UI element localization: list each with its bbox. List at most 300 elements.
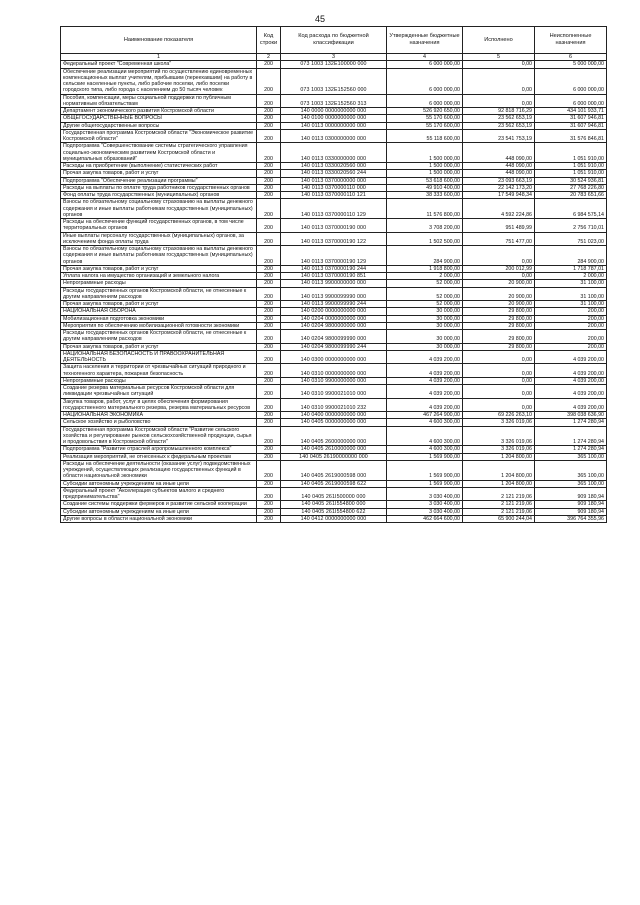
classification-code: 140 0412 0000000000 000 xyxy=(281,515,387,522)
table-row xyxy=(61,480,607,487)
approved-amount: 1 569 900,00 xyxy=(387,480,463,487)
executed-amount: 17 549 948,34 xyxy=(463,192,535,199)
approved-amount: 4 600 300,00 xyxy=(387,446,463,453)
indicator-name: Расходы на обеспечение деятельности (оказание услуг) подведомственных учреждений, осуществляющих реализацию государственных функций в области национальной экономики xyxy=(61,460,257,480)
table-row xyxy=(61,122,607,129)
approved-amount: 4 039 200,00 xyxy=(387,377,463,384)
line-code: 200 xyxy=(257,315,281,322)
classification-code: 140 0405 2600000000 000 xyxy=(281,426,387,446)
header-code: Код строки xyxy=(257,27,281,54)
line-code: 200 xyxy=(257,115,281,122)
classification-code: 140 0405 2619000598 622 xyxy=(281,480,387,487)
line-code: 200 xyxy=(257,453,281,460)
table-row xyxy=(61,398,607,412)
classification-code: 140 0113 0370000190 129 xyxy=(281,246,387,266)
approved-amount: 52 000,00 xyxy=(387,287,463,301)
indicator-name: Расходы на выплаты по оплате труда работников государственных органов xyxy=(61,184,257,191)
line-code: 200 xyxy=(257,192,281,199)
column-number: 3 xyxy=(281,54,387,61)
column-number: 1 xyxy=(61,54,257,61)
approved-amount: 30 000,00 xyxy=(387,330,463,344)
indicator-name: Подпрограмма "Совершенствование системы стратегического управления социально-экономическим развитием Костромской области и муниципальных образований" xyxy=(61,143,257,163)
approved-amount: 38 333 600,00 xyxy=(387,192,463,199)
executed-amount: 3 326 019,06 xyxy=(463,426,535,446)
indicator-name: Государственная программа Костромской области "Развитие сельского хозяйства и регулирование рынков сельскохозяйственной продукции, сырья и продовольствия в Костромской области" xyxy=(61,426,257,446)
classification-code: 140 0113 0370000000 000 xyxy=(281,177,387,184)
executed-amount: 1 204 800,00 xyxy=(463,460,535,480)
indicator-name: Расходы государственных органов Костромской области, не отнесенные к другим направлениям расходов xyxy=(61,330,257,344)
page-number: 45 xyxy=(314,14,325,24)
unexecuted-amount: 31 607 946,81 xyxy=(535,122,607,129)
approved-amount: 1 500 000,00 xyxy=(387,163,463,170)
table-row xyxy=(61,377,607,384)
executed-amount: 0,00 xyxy=(463,364,535,378)
unexecuted-amount: 909 180,94 xyxy=(535,501,607,508)
table-row xyxy=(61,115,607,122)
approved-amount: 1 500 000,00 xyxy=(387,170,463,177)
executed-amount: 29 800,00 xyxy=(463,343,535,350)
classification-code: 140 0204 9800099990 000 xyxy=(281,330,387,344)
unexecuted-amount: 31 607 946,81 xyxy=(535,115,607,122)
approved-amount: 467 264 900,00 xyxy=(387,412,463,419)
line-code: 200 xyxy=(257,273,281,280)
table-row xyxy=(61,68,607,94)
executed-amount: 0,00 xyxy=(463,61,535,68)
indicator-name: Федеральный проект "Акселерация субъектов малого и среднего предпринимательства" xyxy=(61,487,257,501)
line-code: 200 xyxy=(257,122,281,129)
table-row xyxy=(61,246,607,266)
indicator-name: Создание системы поддержки фермеров и развитие сельской кооперации xyxy=(61,501,257,508)
line-code: 200 xyxy=(257,385,281,399)
unexecuted-amount: 4 039 200,00 xyxy=(535,385,607,399)
classification-code: 140 0405 261I554800 000 xyxy=(281,501,387,508)
executed-amount: 0,00 xyxy=(463,94,535,108)
table-row xyxy=(61,94,607,108)
unexecuted-amount: 6 984 575,14 xyxy=(535,199,607,219)
indicator-name: Пособия, компенсации, меры социальной поддержки по публичным нормативным обязательствам xyxy=(61,94,257,108)
unexecuted-amount: 1 051 910,00 xyxy=(535,143,607,163)
approved-amount: 4 039 200,00 xyxy=(387,350,463,364)
indicator-name: Субсидии автономным учреждениям на иные цели xyxy=(61,480,257,487)
executed-amount: 23 541 753,19 xyxy=(463,129,535,143)
unexecuted-amount: 1 274 280,94 xyxy=(535,419,607,426)
classification-code: 073 1003 132Е100000 000 xyxy=(281,61,387,68)
indicator-name: Прочая закупка товаров, работ и услуг xyxy=(61,170,257,177)
line-code: 200 xyxy=(257,265,281,272)
line-code: 200 xyxy=(257,163,281,170)
classification-code: 140 0310 9900021010 000 xyxy=(281,385,387,399)
executed-amount: 200 012,99 xyxy=(463,265,535,272)
table-row xyxy=(61,453,607,460)
indicator-name: Фонд оплаты труда государственных (муниципальных) органов xyxy=(61,192,257,199)
approved-amount: 52 000,00 xyxy=(387,280,463,287)
classification-code: 140 0113 9900000000 000 xyxy=(281,280,387,287)
unexecuted-amount: 751 023,00 xyxy=(535,232,607,246)
executed-amount: 20 900,00 xyxy=(463,280,535,287)
line-code: 200 xyxy=(257,108,281,115)
table-row xyxy=(61,501,607,508)
approved-amount: 1 569 900,00 xyxy=(387,453,463,460)
table-row xyxy=(61,419,607,426)
executed-amount: 20 900,00 xyxy=(463,301,535,308)
indicator-name: Другие общегосударственные вопросы xyxy=(61,122,257,129)
executed-amount: 1 204 800,00 xyxy=(463,480,535,487)
approved-amount: 11 576 800,00 xyxy=(387,199,463,219)
table-row xyxy=(61,177,607,184)
column-number: 2 xyxy=(257,54,281,61)
executed-amount: 0,00 xyxy=(463,68,535,94)
table-row xyxy=(61,330,607,344)
classification-code: 140 0113 0370000110 000 xyxy=(281,184,387,191)
line-code: 200 xyxy=(257,446,281,453)
classification-code: 140 0113 0370000110 121 xyxy=(281,192,387,199)
indicator-name: Подпрограмма "Развитие отраслей агропромышленного комплекса" xyxy=(61,446,257,453)
approved-amount: 6 000 000,00 xyxy=(387,94,463,108)
table-row xyxy=(61,232,607,246)
executed-amount: 3 326 019,06 xyxy=(463,446,535,453)
classification-code: 140 0310 9900000000 000 xyxy=(281,377,387,384)
unexecuted-amount: 4 039 200,00 xyxy=(535,350,607,364)
unexecuted-amount: 27 768 226,80 xyxy=(535,184,607,191)
unexecuted-amount: 396 764 355,96 xyxy=(535,515,607,522)
unexecuted-amount: 909 180,94 xyxy=(535,508,607,515)
column-number: 4 xyxy=(387,54,463,61)
unexecuted-amount: 365 100,00 xyxy=(535,453,607,460)
line-code: 200 xyxy=(257,143,281,163)
executed-amount: 2 121 219,06 xyxy=(463,501,535,508)
unexecuted-amount: 398 038 636,90 xyxy=(535,412,607,419)
line-code: 200 xyxy=(257,280,281,287)
indicator-name: НАЦИОНАЛЬНАЯ ЭКОНОМИКА xyxy=(61,412,257,419)
line-code: 200 xyxy=(257,515,281,522)
column-number-row xyxy=(61,54,607,61)
line-code: 200 xyxy=(257,350,281,364)
executed-amount: 29 800,00 xyxy=(463,315,535,322)
table-row xyxy=(61,199,607,219)
table-row xyxy=(61,61,607,68)
line-code: 200 xyxy=(257,330,281,344)
table-row xyxy=(61,315,607,322)
classification-code: 140 0113 9900099990 000 xyxy=(281,287,387,301)
table-row xyxy=(61,426,607,446)
executed-amount: 22 142 173,20 xyxy=(463,184,535,191)
table-row xyxy=(61,508,607,515)
indicator-name: Расходы на обеспечение функций государственных органов, в том числе территориальных органов xyxy=(61,219,257,233)
classification-code: 140 0113 0000000000 000 xyxy=(281,122,387,129)
approved-amount: 4 039 200,00 xyxy=(387,385,463,399)
indicator-name: Создание резерва материальных ресурсов Костромской области для ликвидации чрезвычайных ситуаций xyxy=(61,385,257,399)
classification-code: 140 0400 0000000000 000 xyxy=(281,412,387,419)
line-code: 200 xyxy=(257,460,281,480)
classification-code: 140 0204 9800000000 000 xyxy=(281,322,387,329)
approved-amount: 30 000,00 xyxy=(387,322,463,329)
table-row xyxy=(61,446,607,453)
header-unexecuted: Неисполненные назначения xyxy=(535,27,607,54)
approved-amount: 52 000,00 xyxy=(387,301,463,308)
approved-amount: 1 500 000,00 xyxy=(387,143,463,163)
classification-code: 140 0113 0370000190 000 xyxy=(281,219,387,233)
approved-amount: 4 039 200,00 xyxy=(387,364,463,378)
approved-amount: 49 910 400,00 xyxy=(387,184,463,191)
indicator-name: Взносы по обязательному социальному страхованию на выплаты денежного содержания и иные выплаты работникам государственных (муниципальных) органов xyxy=(61,199,257,219)
unexecuted-amount: 200,00 xyxy=(535,322,607,329)
approved-amount: 3 030 400,00 xyxy=(387,508,463,515)
line-code: 200 xyxy=(257,377,281,384)
unexecuted-amount: 4 039 200,00 xyxy=(535,364,607,378)
unexecuted-amount: 1 718 787,01 xyxy=(535,265,607,272)
unexecuted-amount: 1 274 280,94 xyxy=(535,426,607,446)
budget-execution-table xyxy=(60,26,607,523)
approved-amount: 4 039 200,00 xyxy=(387,398,463,412)
line-code: 200 xyxy=(257,61,281,68)
approved-amount: 462 664 600,00 xyxy=(387,515,463,522)
table-row xyxy=(61,108,607,115)
table-row xyxy=(61,287,607,301)
classification-code: 140 0113 0370000190 851 xyxy=(281,273,387,280)
column-number: 5 xyxy=(463,54,535,61)
indicator-name: Мобилизационная подготовка экономики xyxy=(61,315,257,322)
unexecuted-amount: 200,00 xyxy=(535,343,607,350)
approved-amount: 3 030 400,00 xyxy=(387,501,463,508)
table-row xyxy=(61,265,607,272)
classification-code: 140 0200 0000000000 000 xyxy=(281,308,387,315)
indicator-name: Прочая закупка товаров, работ и услуг xyxy=(61,343,257,350)
approved-amount: 6 000 000,00 xyxy=(387,61,463,68)
unexecuted-amount: 200,00 xyxy=(535,315,607,322)
line-code: 200 xyxy=(257,508,281,515)
classification-code: 140 0310 0000000000 000 xyxy=(281,364,387,378)
executed-amount: 448 090,00 xyxy=(463,170,535,177)
unexecuted-amount: 200,00 xyxy=(535,330,607,344)
classification-code: 140 0204 0000000000 000 xyxy=(281,315,387,322)
line-code: 200 xyxy=(257,129,281,143)
line-code: 200 xyxy=(257,343,281,350)
approved-amount: 30 000,00 xyxy=(387,308,463,315)
table-row xyxy=(61,412,607,419)
line-code: 200 xyxy=(257,68,281,94)
approved-amount: 1 502 500,00 xyxy=(387,232,463,246)
executed-amount: 4 592 224,86 xyxy=(463,199,535,219)
classification-code: 140 0113 0370000190 122 xyxy=(281,232,387,246)
indicator-name: Сельское хозяйство и рыболовство xyxy=(61,419,257,426)
unexecuted-amount: 2 000,00 xyxy=(535,273,607,280)
line-code: 200 xyxy=(257,232,281,246)
executed-amount: 2 121 219,06 xyxy=(463,487,535,501)
executed-amount: 448 090,00 xyxy=(463,143,535,163)
unexecuted-amount: 365 100,00 xyxy=(535,460,607,480)
line-code: 200 xyxy=(257,199,281,219)
table-row xyxy=(61,385,607,399)
table-row xyxy=(61,301,607,308)
table-row xyxy=(61,273,607,280)
indicator-name: ОБЩЕГОСУДАРСТВЕННЫЕ ВОПРОСЫ xyxy=(61,115,257,122)
classification-code: 140 0100 0000000000 000 xyxy=(281,115,387,122)
header-classification: Код расхода по бюджетной классификации xyxy=(281,27,387,54)
classification-code: 140 0113 0330000000 000 xyxy=(281,143,387,163)
column-number: 6 xyxy=(535,54,607,61)
classification-code: 140 0405 26190000000 000 xyxy=(281,453,387,460)
header-name: Наименование показателя xyxy=(61,27,257,54)
table-row xyxy=(61,170,607,177)
classification-code: 140 0204 9800099990 244 xyxy=(281,343,387,350)
indicator-name: Подпрограмма "Обеспечение реализации программы" xyxy=(61,177,257,184)
indicator-name: Расходы государственных органов Костромской области, не отнесенные к другим направлениям расходов xyxy=(61,287,257,301)
unexecuted-amount: 6 000 000,00 xyxy=(535,94,607,108)
executed-amount: 23 562 653,19 xyxy=(463,115,535,122)
table-header xyxy=(61,27,607,54)
indicator-name: Обеспечение реализации мероприятий по осуществлению единовременных компенсационных выплат учителям, прибывшим (переехавшим) на работу в сельские населенные пункты, либо рабочие поселки, либо поселки городского типа, либо города с населением до 50 тысяч человек xyxy=(61,68,257,94)
indicator-name: Непрограммные расходы xyxy=(61,377,257,384)
approved-amount: 4 600 300,00 xyxy=(387,419,463,426)
header-executed: Исполнено xyxy=(463,27,535,54)
line-code: 200 xyxy=(257,308,281,315)
unexecuted-amount: 5 000 000,00 xyxy=(535,61,607,68)
classification-code: 140 0113 0370000110 129 xyxy=(281,199,387,219)
executed-amount: 0,00 xyxy=(463,385,535,399)
table-body xyxy=(61,54,607,523)
approved-amount: 284 900,00 xyxy=(387,246,463,266)
table-row xyxy=(61,129,607,143)
line-code: 200 xyxy=(257,419,281,426)
indicator-name: Другие вопросы в области национальной экономики xyxy=(61,515,257,522)
approved-amount: 30 000,00 xyxy=(387,315,463,322)
approved-amount: 55 170 600,00 xyxy=(387,115,463,122)
line-code: 200 xyxy=(257,184,281,191)
unexecuted-amount: 2 756 710,01 xyxy=(535,219,607,233)
line-code: 200 xyxy=(257,364,281,378)
line-code: 200 xyxy=(257,287,281,301)
unexecuted-amount: 200,00 xyxy=(535,308,607,315)
indicator-name: Государственная программа Костромской области "Экономическое развитие Костромской области" xyxy=(61,129,257,143)
header-approved: Утвержденные бюджетные назначения xyxy=(387,27,463,54)
table-row xyxy=(61,163,607,170)
indicator-name: НАЦИОНАЛЬНАЯ ОБОРОНА xyxy=(61,308,257,315)
table-row xyxy=(61,515,607,522)
unexecuted-amount: 284 900,00 xyxy=(535,246,607,266)
line-code: 200 xyxy=(257,219,281,233)
line-code: 200 xyxy=(257,94,281,108)
classification-code: 073 1003 132Е152560 313 xyxy=(281,94,387,108)
unexecuted-amount: 1 274 280,94 xyxy=(535,446,607,453)
approved-amount: 3 030 400,00 xyxy=(387,487,463,501)
indicator-name: Закупка товаров, работ, услуг в целях обеспечения формирования государственного материального резерва, резерва материальных ресурсов xyxy=(61,398,257,412)
line-code: 200 xyxy=(257,322,281,329)
table-row xyxy=(61,487,607,501)
table-row xyxy=(61,460,607,480)
classification-code: 140 0113 9900099990 244 xyxy=(281,301,387,308)
line-code: 200 xyxy=(257,301,281,308)
unexecuted-amount: 6 000 000,00 xyxy=(535,68,607,94)
indicator-name: Непрограммные расходы xyxy=(61,280,257,287)
approved-amount: 2 000,00 xyxy=(387,273,463,280)
executed-amount: 0,00 xyxy=(463,246,535,266)
table-row xyxy=(61,308,607,315)
executed-amount: 29 800,00 xyxy=(463,330,535,344)
indicator-name: Уплата налога на имущество организаций и земельного налога xyxy=(61,273,257,280)
classification-code: 140 0113 0330020560 244 xyxy=(281,170,387,177)
classification-code: 140 0405 261I500000 000 xyxy=(281,487,387,501)
executed-amount: 65 900 244,04 xyxy=(463,515,535,522)
table-row xyxy=(61,192,607,199)
unexecuted-amount: 31 576 846,81 xyxy=(535,129,607,143)
classification-code: 140 0405 2619000598 000 xyxy=(281,460,387,480)
indicator-name: Субсидии автономным учреждениям на иные цели xyxy=(61,508,257,515)
approved-amount: 1 918 800,00 xyxy=(387,265,463,272)
line-code: 200 xyxy=(257,487,281,501)
executed-amount: 92 818 716,29 xyxy=(463,108,535,115)
indicator-name: Прочая закупка товаров, работ и услуг xyxy=(61,301,257,308)
executed-amount: 23 093 663,19 xyxy=(463,177,535,184)
line-code: 200 xyxy=(257,426,281,446)
approved-amount: 4 600 300,00 xyxy=(387,426,463,446)
classification-code: 140 0113 0300000000 000 xyxy=(281,129,387,143)
line-code: 200 xyxy=(257,177,281,184)
approved-amount: 1 569 900,00 xyxy=(387,460,463,480)
approved-amount: 55 170 600,00 xyxy=(387,122,463,129)
table-row xyxy=(61,280,607,287)
approved-amount: 6 000 000,00 xyxy=(387,68,463,94)
classification-code: 140 0000 0000000000 000 xyxy=(281,108,387,115)
approved-amount: 30 000,00 xyxy=(387,343,463,350)
line-code: 200 xyxy=(257,501,281,508)
executed-amount: 29 800,00 xyxy=(463,308,535,315)
indicator-name: Расходы на приобретение (выполнение) статистических работ xyxy=(61,163,257,170)
classification-code: 140 0405 261I554800 622 xyxy=(281,508,387,515)
table-row xyxy=(61,219,607,233)
unexecuted-amount: 20 783 651,66 xyxy=(535,192,607,199)
executed-amount: 0,00 xyxy=(463,350,535,364)
table-row xyxy=(61,143,607,163)
indicator-name: Департамент экономического развития Костромской области xyxy=(61,108,257,115)
indicator-name: Иные выплаты персоналу государственных (муниципальных) органов, за исключением фонда оплаты труда xyxy=(61,232,257,246)
unexecuted-amount: 1 051 910,00 xyxy=(535,163,607,170)
table-row xyxy=(61,343,607,350)
unexecuted-amount: 31 100,00 xyxy=(535,287,607,301)
line-code: 200 xyxy=(257,398,281,412)
classification-code: 140 0405 2610000000 000 xyxy=(281,446,387,453)
unexecuted-amount: 365 100,00 xyxy=(535,480,607,487)
approved-amount: 526 920 650,00 xyxy=(387,108,463,115)
executed-amount: 751 477,00 xyxy=(463,232,535,246)
classification-code: 140 0113 0370000190 244 xyxy=(281,265,387,272)
unexecuted-amount: 434 101 933,71 xyxy=(535,108,607,115)
line-code: 200 xyxy=(257,412,281,419)
executed-amount: 3 326 019,06 xyxy=(463,419,535,426)
executed-amount: 448 090,00 xyxy=(463,163,535,170)
unexecuted-amount: 4 039 200,00 xyxy=(535,398,607,412)
executed-amount: 2 121 219,06 xyxy=(463,508,535,515)
executed-amount: 23 562 653,19 xyxy=(463,122,535,129)
executed-amount: 951 489,99 xyxy=(463,219,535,233)
classification-code: 140 0310 9900021010 232 xyxy=(281,398,387,412)
table-row xyxy=(61,350,607,364)
unexecuted-amount: 909 180,94 xyxy=(535,487,607,501)
line-code: 200 xyxy=(257,170,281,177)
indicator-name: Взносы по обязательному социальному страхованию на выплаты денежного содержания и иные выплаты работникам государственных (муниципальных) органов xyxy=(61,246,257,266)
classification-code: 073 1003 132Е152560 000 xyxy=(281,68,387,94)
executed-amount: 0,00 xyxy=(463,273,535,280)
indicator-name: Реализация мероприятий, не отнесенных к федеральным проектам xyxy=(61,453,257,460)
table-row xyxy=(61,184,607,191)
executed-amount: 29 800,00 xyxy=(463,322,535,329)
unexecuted-amount: 31 100,00 xyxy=(535,301,607,308)
executed-amount: 0,00 xyxy=(463,398,535,412)
line-code: 200 xyxy=(257,246,281,266)
approved-amount: 53 618 600,00 xyxy=(387,177,463,184)
unexecuted-amount: 1 051 910,00 xyxy=(535,170,607,177)
classification-code: 140 0300 0000000000 000 xyxy=(281,350,387,364)
table-row xyxy=(61,364,607,378)
